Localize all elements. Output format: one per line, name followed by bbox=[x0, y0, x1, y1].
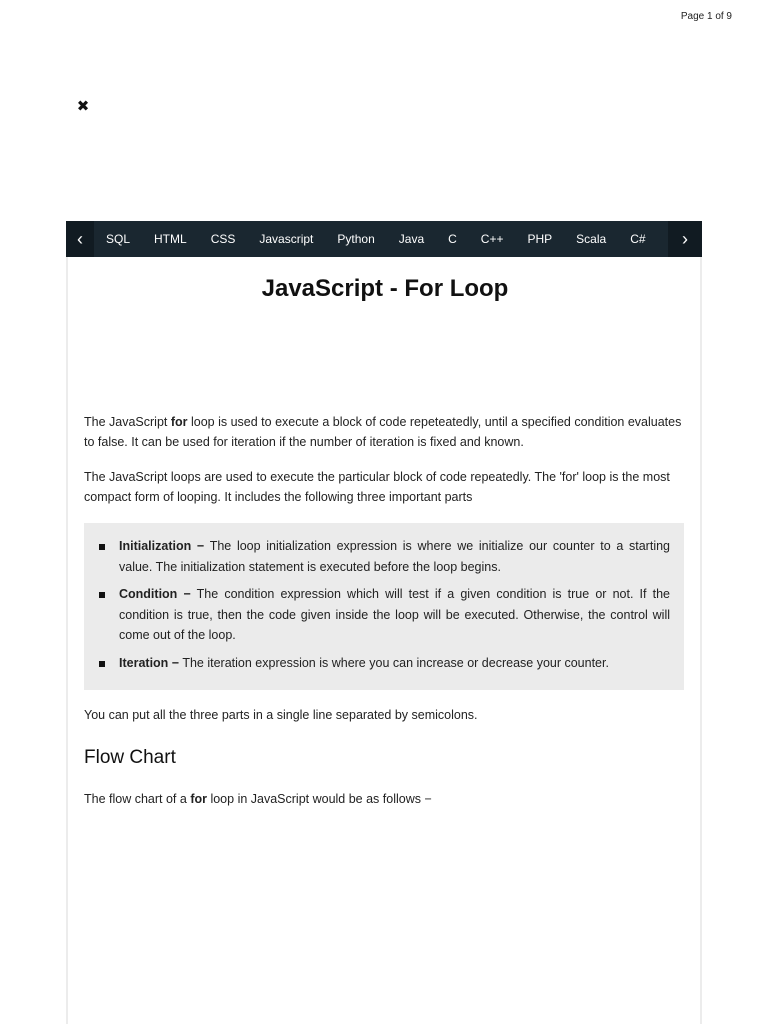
nav-item-html[interactable]: HTML bbox=[154, 232, 187, 246]
intro-keyword: for bbox=[170, 415, 188, 429]
flow-keyword: for bbox=[190, 792, 207, 806]
intro-text-after: loop is used to execute a block of code repeteatedly, until a specified condition evaluates to false. It can be used for iteration if the number of iteration is fixed and known. bbox=[84, 415, 682, 449]
flow-text-after: loop in JavaScript would be as follows − bbox=[206, 792, 432, 806]
list-item-text: The iteration expression is where you can increase or decrease your counter. bbox=[179, 655, 609, 670]
list-item-term: Initialization − bbox=[119, 539, 205, 553]
list-item bbox=[119, 584, 670, 646]
nav-item-python[interactable]: Python bbox=[337, 232, 375, 246]
flow-text-before: The flow chart of a bbox=[84, 792, 191, 806]
nav-items bbox=[94, 221, 658, 257]
list-item-text: The loop initialization expression is where we initialize our counter to a starting value. The initialization statement is executed before the loop begins. bbox=[119, 539, 670, 574]
intro-paragraph bbox=[84, 412, 684, 452]
language-nav-bar bbox=[66, 221, 702, 257]
list-item-term: Condition − bbox=[119, 587, 191, 601]
page-title: JavaScript - For Loop bbox=[261, 275, 509, 302]
chevron-left-icon[interactable]: ‹ bbox=[66, 221, 94, 257]
nav-item-java[interactable]: Java bbox=[398, 232, 425, 246]
nav-item-css[interactable]: CSS bbox=[210, 232, 236, 246]
page-indicator: Page 1 of 9 bbox=[680, 11, 732, 22]
loop-parts-box bbox=[84, 523, 684, 690]
list-item-term: Iteration − bbox=[119, 655, 180, 670]
close-icon[interactable]: ✖ bbox=[76, 98, 90, 115]
nav-item-php[interactable]: PHP bbox=[527, 232, 553, 246]
list-item-text: The condition expression which will test if a given condition is true or not. If the condition is true, then the code given inside the loop will be executed. Otherwise, the control will come out of the loop. bbox=[119, 587, 670, 642]
loop-parts-list bbox=[84, 523, 684, 673]
intro-text-before: The JavaScript bbox=[84, 415, 171, 429]
section-heading: Flow Chart bbox=[84, 747, 176, 768]
list-item bbox=[119, 536, 670, 577]
chevron-right-icon[interactable]: › bbox=[668, 221, 702, 257]
list-item bbox=[119, 653, 670, 674]
nav-item-c[interactable]: C bbox=[448, 232, 457, 246]
nav-item-scala[interactable]: Scala bbox=[576, 232, 607, 246]
nav-item-javascript[interactable]: Javascript bbox=[259, 232, 314, 246]
flow-chart-paragraph bbox=[84, 789, 684, 809]
nav-item-cpp[interactable]: C++ bbox=[480, 232, 504, 246]
nav-item-sql[interactable]: SQL bbox=[106, 232, 131, 246]
semicolon-paragraph: You can put all the three parts in a single line separated by semicolons. bbox=[84, 708, 478, 722]
nav-item-csharp[interactable]: C# bbox=[630, 232, 646, 246]
loops-paragraph: The JavaScript loops are used to execute the particular block of code repeatedly. The 'for' loop is the most compact form of looping. It includes the following three important parts bbox=[84, 470, 670, 504]
